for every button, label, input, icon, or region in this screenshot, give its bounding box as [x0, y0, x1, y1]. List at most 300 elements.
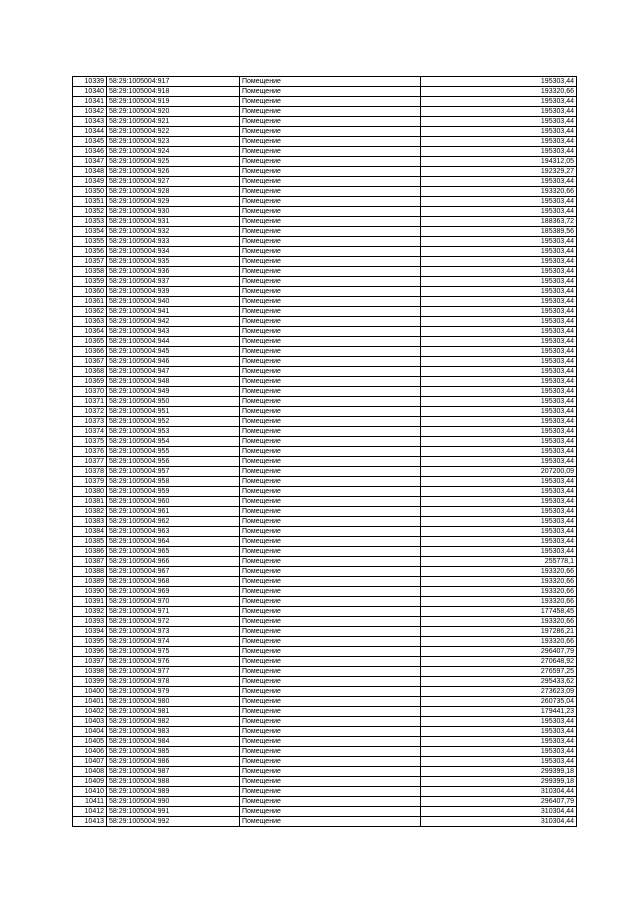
cadastral-value: 195303,44 [421, 407, 577, 417]
cadastral-value: 195303,44 [421, 147, 577, 157]
cadastral-number: 58:29:1005004:952 [107, 417, 240, 427]
row-number: 10410 [73, 787, 107, 797]
object-type: Помещение [240, 627, 421, 637]
cadastral-value: 195303,44 [421, 207, 577, 217]
row-number: 10389 [73, 577, 107, 587]
object-type: Помещение [240, 457, 421, 467]
cadastral-number: 58:29:1005004:986 [107, 757, 240, 767]
table-row [73, 727, 577, 737]
cadastral-value: 195303,44 [421, 497, 577, 507]
table-row [73, 507, 577, 517]
table-row [73, 537, 577, 547]
cadastral-number: 58:29:1005004:940 [107, 297, 240, 307]
row-number: 10408 [73, 767, 107, 777]
table-row [73, 447, 577, 457]
row-number: 10343 [73, 117, 107, 127]
table-row [73, 647, 577, 657]
object-type: Помещение [240, 217, 421, 227]
table-row [73, 687, 577, 697]
row-number: 10367 [73, 357, 107, 367]
cadastral-number: 58:29:1005004:917 [107, 77, 240, 87]
row-number: 10387 [73, 557, 107, 567]
object-type: Помещение [240, 657, 421, 667]
object-type: Помещение [240, 127, 421, 137]
cadastral-value: 195303,44 [421, 277, 577, 287]
cadastral-value: 296407,79 [421, 797, 577, 807]
object-type: Помещение [240, 197, 421, 207]
cadastral-value: 195303,44 [421, 267, 577, 277]
table-row [73, 397, 577, 407]
cadastral-number: 58:29:1005004:960 [107, 497, 240, 507]
cadastral-number: 58:29:1005004:980 [107, 697, 240, 707]
cadastral-number: 58:29:1005004:991 [107, 807, 240, 817]
cadastral-value: 193320,66 [421, 87, 577, 97]
cadastral-number: 58:29:1005004:963 [107, 527, 240, 537]
cadastral-number: 58:29:1005004:967 [107, 567, 240, 577]
object-type: Помещение [240, 677, 421, 687]
cadastral-number: 58:29:1005004:962 [107, 517, 240, 527]
row-number: 10391 [73, 597, 107, 607]
object-type: Помещение [240, 547, 421, 557]
object-type: Помещение [240, 347, 421, 357]
table-row [73, 327, 577, 337]
row-number: 10382 [73, 507, 107, 517]
table-row [73, 547, 577, 557]
cadastral-value: 195303,44 [421, 457, 577, 467]
cadastral-value: 195303,44 [421, 247, 577, 257]
cadastral-value: 197286,21 [421, 627, 577, 637]
row-number: 10375 [73, 437, 107, 447]
table-row [73, 337, 577, 347]
row-number: 10412 [73, 807, 107, 817]
cadastral-number: 58:29:1005004:939 [107, 287, 240, 297]
cadastral-value: 195303,44 [421, 487, 577, 497]
object-type: Помещение [240, 687, 421, 697]
cadastral-number: 58:29:1005004:961 [107, 507, 240, 517]
cadastral-number: 58:29:1005004:945 [107, 347, 240, 357]
row-number: 10346 [73, 147, 107, 157]
row-number: 10403 [73, 717, 107, 727]
cadastral-number: 58:29:1005004:966 [107, 557, 240, 567]
row-number: 10359 [73, 277, 107, 287]
cadastral-number: 58:29:1005004:929 [107, 197, 240, 207]
row-number: 10360 [73, 287, 107, 297]
cadastral-value: 195303,44 [421, 437, 577, 447]
row-number: 10385 [73, 537, 107, 547]
cadastral-number: 58:29:1005004:979 [107, 687, 240, 697]
cadastral-value: 195303,44 [421, 107, 577, 117]
row-number: 10341 [73, 97, 107, 107]
table-row [73, 737, 577, 747]
cadastral-number: 58:29:1005004:990 [107, 797, 240, 807]
cadastral-value: 310304,44 [421, 807, 577, 817]
table-row [73, 557, 577, 567]
table-row [73, 467, 577, 477]
cadastral-number: 58:29:1005004:932 [107, 227, 240, 237]
object-type: Помещение [240, 107, 421, 117]
cadastral-number: 58:29:1005004:925 [107, 157, 240, 167]
object-type: Помещение [240, 487, 421, 497]
row-number: 10388 [73, 567, 107, 577]
row-number: 10402 [73, 707, 107, 717]
object-type: Помещение [240, 157, 421, 167]
object-type: Помещение [240, 797, 421, 807]
table-row [73, 267, 577, 277]
row-number: 10407 [73, 757, 107, 767]
cadastral-value: 195303,44 [421, 427, 577, 437]
cadastral-value: 295433,62 [421, 677, 577, 687]
cadastral-value: 207200,09 [421, 467, 577, 477]
object-type: Помещение [240, 167, 421, 177]
cadastral-value: 195303,44 [421, 307, 577, 317]
table-row [73, 597, 577, 607]
table-row [73, 357, 577, 367]
cadastral-number: 58:29:1005004:965 [107, 547, 240, 557]
cadastral-value: 195303,44 [421, 507, 577, 517]
cadastral-number: 58:29:1005004:982 [107, 717, 240, 727]
cadastral-value: 299399,18 [421, 767, 577, 777]
table-row [73, 147, 577, 157]
cadastral-number: 58:29:1005004:937 [107, 277, 240, 287]
object-type: Помещение [240, 387, 421, 397]
cadastral-value: 195303,44 [421, 127, 577, 137]
cadastral-value: 195303,44 [421, 337, 577, 347]
cadastral-value: 310304,44 [421, 787, 577, 797]
object-type: Помещение [240, 207, 421, 217]
row-number: 10397 [73, 657, 107, 667]
object-type: Помещение [240, 417, 421, 427]
cadastral-number: 58:29:1005004:946 [107, 357, 240, 367]
cadastral-number: 58:29:1005004:976 [107, 657, 240, 667]
cadastral-number: 58:29:1005004:992 [107, 817, 240, 827]
cadastral-value: 195303,44 [421, 287, 577, 297]
object-type: Помещение [240, 147, 421, 157]
table-row [73, 377, 577, 387]
row-number: 10383 [73, 517, 107, 527]
cadastral-number: 58:29:1005004:918 [107, 87, 240, 97]
object-type: Помещение [240, 77, 421, 87]
object-type: Помещение [240, 767, 421, 777]
table-row [73, 407, 577, 417]
cadastral-number: 58:29:1005004:977 [107, 667, 240, 677]
object-type: Помещение [240, 607, 421, 617]
table-row [73, 217, 577, 227]
cadastral-number: 58:29:1005004:927 [107, 177, 240, 187]
object-type: Помещение [240, 187, 421, 197]
cadastral-value: 195303,44 [421, 397, 577, 407]
cadastral-number: 58:29:1005004:972 [107, 617, 240, 627]
object-type: Помещение [240, 237, 421, 247]
table-row [73, 257, 577, 267]
cadastral-value: 195303,44 [421, 547, 577, 557]
cadastral-number: 58:29:1005004:984 [107, 737, 240, 747]
row-number: 10396 [73, 647, 107, 657]
cadastral-number: 58:29:1005004:944 [107, 337, 240, 347]
cadastral-number: 58:29:1005004:922 [107, 127, 240, 137]
cadastral-number: 58:29:1005004:947 [107, 367, 240, 377]
table-row [73, 587, 577, 597]
cadastral-value: 193320,66 [421, 587, 577, 597]
row-number: 10362 [73, 307, 107, 317]
cadastral-value: 195303,44 [421, 137, 577, 147]
object-type: Помещение [240, 397, 421, 407]
cadastral-value: 195303,44 [421, 757, 577, 767]
table-row [73, 317, 577, 327]
object-type: Помещение [240, 497, 421, 507]
table-row [73, 817, 577, 827]
object-type: Помещение [240, 317, 421, 327]
row-number: 10374 [73, 427, 107, 437]
table-row [73, 157, 577, 167]
row-number: 10411 [73, 797, 107, 807]
row-number: 10365 [73, 337, 107, 347]
table-row [73, 387, 577, 397]
cadastral-value: 195303,44 [421, 727, 577, 737]
cadastral-number: 58:29:1005004:973 [107, 627, 240, 637]
row-number: 10380 [73, 487, 107, 497]
object-type: Помещение [240, 667, 421, 677]
object-type: Помещение [240, 807, 421, 817]
cadastral-number: 58:29:1005004:931 [107, 217, 240, 227]
cadastral-number: 58:29:1005004:964 [107, 537, 240, 547]
table-row [73, 707, 577, 717]
cadastral-value: 195303,44 [421, 237, 577, 247]
cadastral-value: 194312,05 [421, 157, 577, 167]
object-type: Помещение [240, 737, 421, 747]
row-number: 10406 [73, 747, 107, 757]
cadastral-value: 193320,66 [421, 577, 577, 587]
cadastral-number: 58:29:1005004:950 [107, 397, 240, 407]
cadastral-value: 195303,44 [421, 117, 577, 127]
cadastral-value: 195303,44 [421, 257, 577, 267]
cadastral-value: 195303,44 [421, 447, 577, 457]
table-row [73, 127, 577, 137]
cadastral-number: 58:29:1005004:948 [107, 377, 240, 387]
row-number: 10413 [73, 817, 107, 827]
cadastral-value: 195303,44 [421, 477, 577, 487]
cadastral-value: 188363,72 [421, 217, 577, 227]
object-type: Помещение [240, 307, 421, 317]
table-row [73, 177, 577, 187]
row-number: 10358 [73, 267, 107, 277]
row-number: 10355 [73, 237, 107, 247]
table-row [73, 307, 577, 317]
cadastral-number: 58:29:1005004:957 [107, 467, 240, 477]
cadastral-number: 58:29:1005004:969 [107, 587, 240, 597]
cadastral-number: 58:29:1005004:951 [107, 407, 240, 417]
cadastral-value: 179441,23 [421, 707, 577, 717]
object-type: Помещение [240, 537, 421, 547]
object-type: Помещение [240, 357, 421, 367]
row-number: 10347 [73, 157, 107, 167]
cadastral-number: 58:29:1005004:934 [107, 247, 240, 257]
table-row [73, 117, 577, 127]
object-type: Помещение [240, 97, 421, 107]
cadastral-number: 58:29:1005004:988 [107, 777, 240, 787]
cadastral-value: 195303,44 [421, 377, 577, 387]
cadastral-value: 195303,44 [421, 387, 577, 397]
cadastral-number: 58:29:1005004:987 [107, 767, 240, 777]
table-row [73, 717, 577, 727]
table-row [73, 227, 577, 237]
cadastral-value: 195303,44 [421, 177, 577, 187]
table-row [73, 457, 577, 467]
table-row [73, 297, 577, 307]
table-row [73, 627, 577, 637]
table-row [73, 747, 577, 757]
object-type: Помещение [240, 477, 421, 487]
cadastral-number: 58:29:1005004:985 [107, 747, 240, 757]
row-number: 10381 [73, 497, 107, 507]
row-number: 10373 [73, 417, 107, 427]
row-number: 10363 [73, 317, 107, 327]
row-number: 10394 [73, 627, 107, 637]
cadastral-number: 58:29:1005004:989 [107, 787, 240, 797]
cadastral-value: 299399,18 [421, 777, 577, 787]
table-row [73, 787, 577, 797]
object-type: Помещение [240, 577, 421, 587]
row-number: 10352 [73, 207, 107, 217]
object-type: Помещение [240, 557, 421, 567]
cadastral-number: 58:29:1005004:955 [107, 447, 240, 457]
cadastral-number: 58:29:1005004:941 [107, 307, 240, 317]
object-type: Помещение [240, 377, 421, 387]
cadastral-number: 58:29:1005004:975 [107, 647, 240, 657]
row-number: 10371 [73, 397, 107, 407]
cadastral-value: 195303,44 [421, 537, 577, 547]
object-type: Помещение [240, 227, 421, 237]
cadastral-number: 58:29:1005004:970 [107, 597, 240, 607]
cadastral-value: 192329,27 [421, 167, 577, 177]
table-row [73, 237, 577, 247]
table-row [73, 87, 577, 97]
row-number: 10344 [73, 127, 107, 137]
table-row [73, 607, 577, 617]
table-row [73, 477, 577, 487]
table-row [73, 167, 577, 177]
object-type: Помещение [240, 137, 421, 147]
object-type: Помещение [240, 467, 421, 477]
row-number: 10351 [73, 197, 107, 207]
object-type: Помещение [240, 587, 421, 597]
cadastral-number: 58:29:1005004:942 [107, 317, 240, 327]
cadastral-value: 195303,44 [421, 327, 577, 337]
row-number: 10400 [73, 687, 107, 697]
object-type: Помещение [240, 427, 421, 437]
cadastral-value: 276597,25 [421, 667, 577, 677]
table-row [73, 807, 577, 817]
row-number: 10393 [73, 617, 107, 627]
object-type: Помещение [240, 257, 421, 267]
row-number: 10395 [73, 637, 107, 647]
object-type: Помещение [240, 287, 421, 297]
cadastral-value: 195303,44 [421, 297, 577, 307]
row-number: 10340 [73, 87, 107, 97]
table-row [73, 437, 577, 447]
cadastral-value: 195303,44 [421, 417, 577, 427]
table-row [73, 617, 577, 627]
row-number: 10401 [73, 697, 107, 707]
object-type: Помещение [240, 637, 421, 647]
cadastral-number: 58:29:1005004:983 [107, 727, 240, 737]
cadastral-value: 195303,44 [421, 717, 577, 727]
cadastral-value: 193320,66 [421, 617, 577, 627]
object-type: Помещение [240, 617, 421, 627]
cadastral-number: 58:29:1005004:958 [107, 477, 240, 487]
table-row [73, 567, 577, 577]
object-type: Помещение [240, 647, 421, 657]
cadastral-number: 58:29:1005004:928 [107, 187, 240, 197]
table-row [73, 77, 577, 87]
table-row [73, 797, 577, 807]
table-row [73, 197, 577, 207]
table-row [73, 487, 577, 497]
object-type: Помещение [240, 697, 421, 707]
cadastral-value: 296407,79 [421, 647, 577, 657]
cadastral-number: 58:29:1005004:919 [107, 97, 240, 107]
row-number: 10405 [73, 737, 107, 747]
row-number: 10353 [73, 217, 107, 227]
cadastral-number: 58:29:1005004:949 [107, 387, 240, 397]
table-row [73, 97, 577, 107]
row-number: 10364 [73, 327, 107, 337]
cadastral-value: 273623,09 [421, 687, 577, 697]
cadastral-value: 185389,56 [421, 227, 577, 237]
row-number: 10376 [73, 447, 107, 457]
cadastral-number: 58:29:1005004:924 [107, 147, 240, 157]
cadastral-number: 58:29:1005004:978 [107, 677, 240, 687]
row-number: 10361 [73, 297, 107, 307]
table-row [73, 677, 577, 687]
cadastral-number: 58:29:1005004:930 [107, 207, 240, 217]
cadastral-value: 195303,44 [421, 357, 577, 367]
object-type: Помещение [240, 117, 421, 127]
table-row [73, 207, 577, 217]
object-type: Помещение [240, 787, 421, 797]
cadastral-number: 58:29:1005004:926 [107, 167, 240, 177]
table-row [73, 757, 577, 767]
row-number: 10377 [73, 457, 107, 467]
table-row [73, 107, 577, 117]
cadastral-number: 58:29:1005004:968 [107, 577, 240, 587]
object-type: Помещение [240, 507, 421, 517]
cadastral-number: 58:29:1005004:956 [107, 457, 240, 467]
cadastral-value: 193320,66 [421, 637, 577, 647]
row-number: 10342 [73, 107, 107, 117]
cadastral-value: 255778,1 [421, 557, 577, 567]
row-number: 10399 [73, 677, 107, 687]
cadastral-value: 195303,44 [421, 517, 577, 527]
row-number: 10349 [73, 177, 107, 187]
table-row [73, 287, 577, 297]
cadastral-value: 193320,66 [421, 187, 577, 197]
table-row [73, 427, 577, 437]
table-row [73, 697, 577, 707]
object-type: Помещение [240, 527, 421, 537]
table-row [73, 767, 577, 777]
cadastral-value: 195303,44 [421, 97, 577, 107]
table-row [73, 417, 577, 427]
row-number: 10369 [73, 377, 107, 387]
row-number: 10370 [73, 387, 107, 397]
cadastral-number: 58:29:1005004:959 [107, 487, 240, 497]
object-type: Помещение [240, 247, 421, 257]
cadastral-value: 193320,66 [421, 567, 577, 577]
cadastral-number: 58:29:1005004:953 [107, 427, 240, 437]
cadastral-number: 58:29:1005004:920 [107, 107, 240, 117]
table-row [73, 577, 577, 587]
row-number: 10356 [73, 247, 107, 257]
